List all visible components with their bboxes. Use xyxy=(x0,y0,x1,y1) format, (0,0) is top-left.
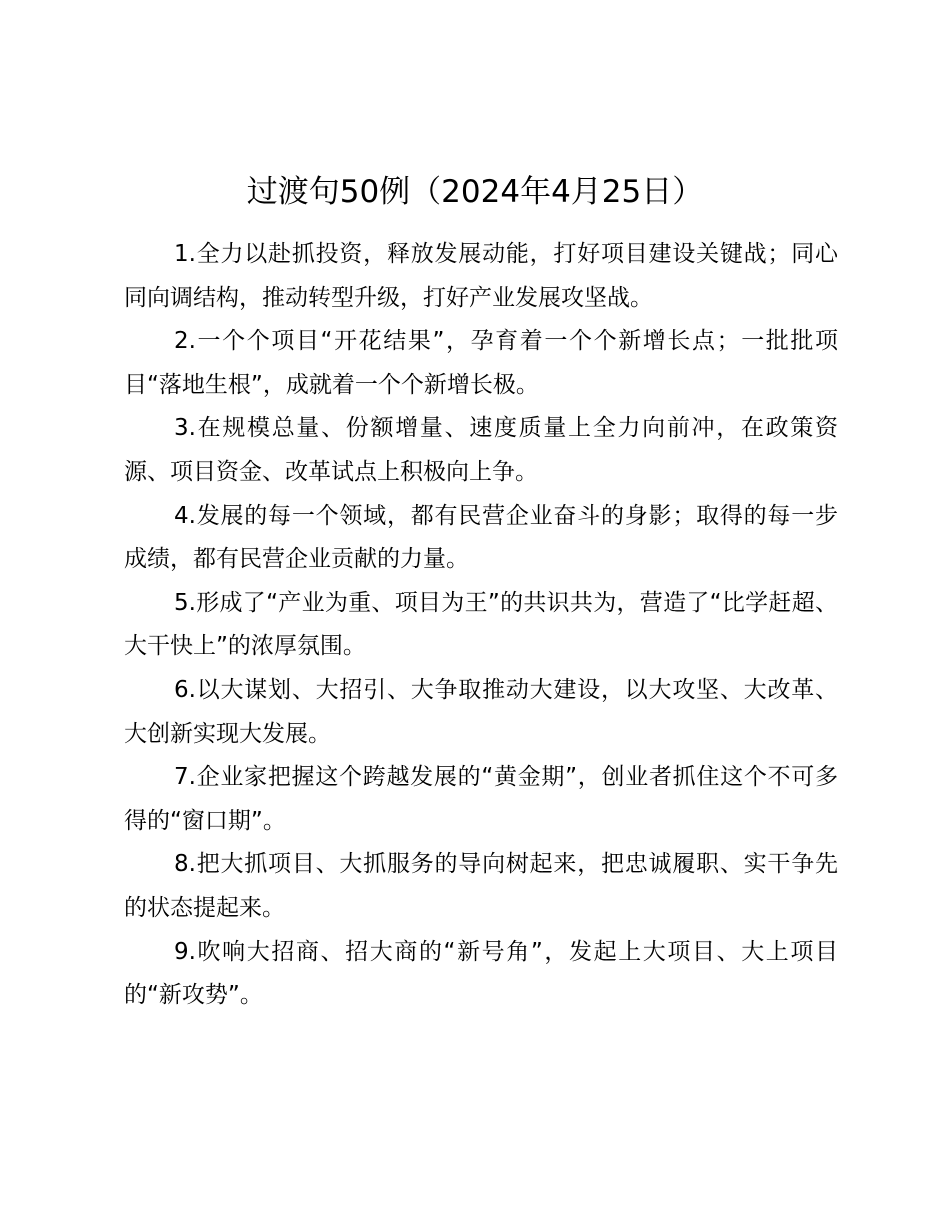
paragraph-7: 7.企业家把握这个跨越发展的“黄金期”，创业者抓住这个不可多得的“窗口期”。 xyxy=(124,764,838,834)
paragraph-4: 4.发展的每一个领域，都有民营企业奋斗的身影；取得的每一步成绩，都有民营企业贡献的力量。 xyxy=(124,502,838,573)
paragraph-5: 5.形成了“产业为重、项目为王”的共识共为，营造了“比学赶超、大干快上”的浓厚氛围。 xyxy=(124,589,838,660)
paragraph-3: 3.在规模总量、份额增量、速度质量上全力向前冲，在政策资源、项目资金、改革试点上积极向上争。 xyxy=(124,415,838,485)
paragraph-8: 8.把大抓项目、大抓服务的导向树起来，把忠诚履职、实干争先的状态提起来。 xyxy=(124,851,838,921)
paragraph-1: 1.全力以赴抓投资，释放发展动能，打好项目建设关键战；同心同向调结构，推动转型升级，打好产业发展攻坚战。 xyxy=(124,241,838,311)
paragraph-9: 9.吹响大招商、招大商的“新号角”，发起上大项目、大上项目的“新攻势”。 xyxy=(124,938,838,1009)
document-body xyxy=(124,233,838,1018)
document-title: 过渡句50例（2024年4月25日） xyxy=(246,174,704,210)
paragraph-2: 2.一个个项目“开花结果”，孕育着一个个新增长点；一批批项目“落地生根”，成就着一个个新增长极。 xyxy=(124,328,838,398)
paragraph-6: 6.以大谋划、大招引、大争取推动大建设，以大攻坚、大改革、大创新实现大发展。 xyxy=(124,676,838,747)
